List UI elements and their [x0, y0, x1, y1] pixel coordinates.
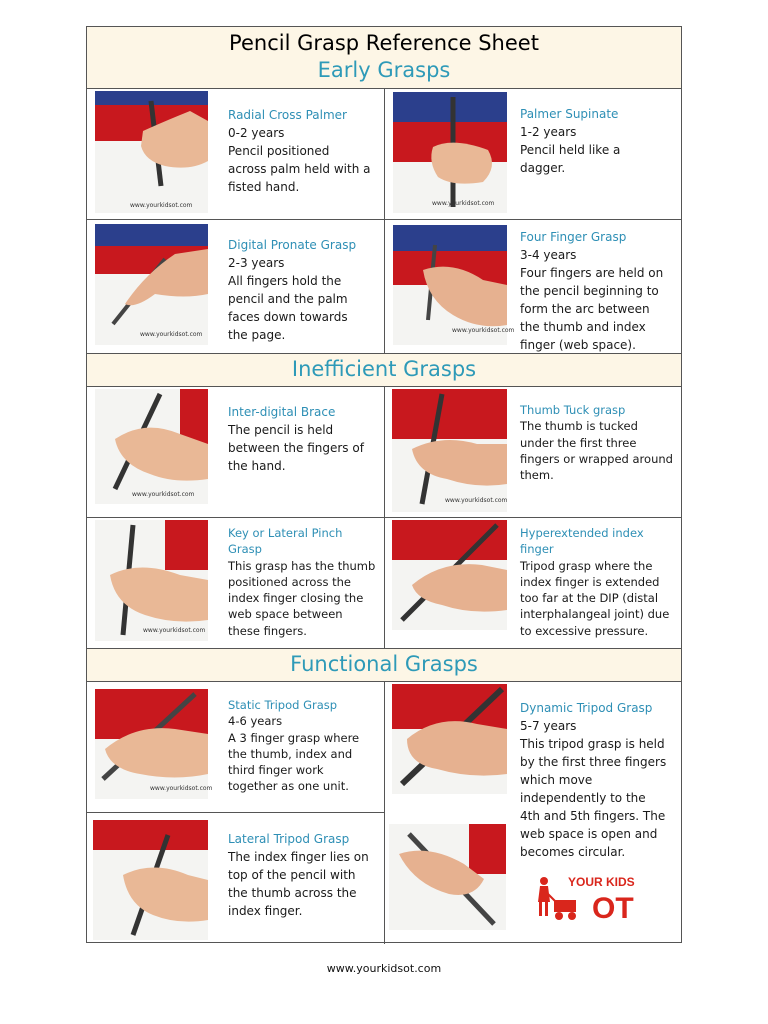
- grasp-desc-line: Pencil positioned: [228, 144, 330, 158]
- grasp-desc-line: independently to the: [520, 791, 646, 805]
- grasp-desc-line: the thumb and index: [520, 320, 646, 334]
- divider: [87, 517, 681, 518]
- section-title-functional: Functional Grasps: [290, 652, 478, 676]
- inter-digital-photo: [95, 389, 208, 504]
- grasp-desc-line: index finger.: [228, 904, 303, 918]
- digital-pronate-text: [228, 236, 378, 344]
- section-band-inefficient: [87, 353, 681, 387]
- grasp-desc-line: index finger closing the: [228, 591, 364, 606]
- digital-pronate-photo: [95, 224, 208, 345]
- page-title: Pencil Grasp Reference Sheet: [229, 31, 539, 55]
- grasp-desc-line: these fingers.: [228, 623, 307, 638]
- hyperextended-text: [520, 525, 678, 639]
- section-band-functional: [87, 648, 681, 682]
- lateral-tripod-text: [228, 830, 380, 920]
- grasp-desc-line: across palm held with a: [228, 162, 371, 176]
- grasp-name: finger: [520, 542, 554, 557]
- grasp-desc-line: fisted hand.: [228, 180, 300, 194]
- grasp-desc-line: the pencil beginning to: [520, 284, 659, 298]
- grasp-desc-line: A 3 finger grasp where: [228, 730, 360, 745]
- photo-watermark: www.yourkidsot.com: [452, 327, 515, 334]
- grasp-desc-line: by the first three fingers: [520, 755, 667, 769]
- grasp-desc-line: third finger work: [228, 763, 324, 778]
- grasp-desc-line: Tripod grasp where the: [520, 558, 653, 573]
- lateral-tripod-photo: [93, 820, 208, 940]
- grasp-desc-line: which move: [520, 773, 593, 787]
- palmer-supinate-photo: [393, 92, 507, 213]
- palmer-supinate-text: [520, 105, 678, 177]
- inter-digital-text: [228, 403, 378, 475]
- divider: [87, 812, 384, 813]
- grasp-desc-line: web space is open and: [520, 827, 658, 841]
- dynamic-tripod-text: [520, 699, 680, 861]
- divider: [384, 681, 385, 944]
- your-kids-ot-logo: [532, 872, 648, 924]
- grasp-desc-line: faces down towards: [228, 310, 348, 324]
- grasp-desc-line: too far at the DIP (distal: [520, 591, 659, 606]
- grasp-name: Dynamic Tripod Grasp: [520, 701, 653, 715]
- grasp-desc-line: This tripod grasp is held: [520, 737, 665, 751]
- grasp-name: Key or Lateral Pinch: [228, 526, 343, 540]
- grasp-desc-line: 2-3 years: [228, 256, 285, 270]
- grasp-name: Four Finger Grasp: [520, 230, 627, 244]
- grasp-desc-line: 1-2 years: [520, 125, 577, 139]
- logo-text-bottom: OT: [592, 892, 634, 924]
- section-title-early: Early Grasps: [317, 58, 451, 82]
- hyperextended-photo: [392, 520, 507, 630]
- grasp-name: Static Tripod Grasp: [228, 698, 338, 712]
- photo-watermark: www.yourkidsot.com: [150, 785, 213, 792]
- grasp-desc-line: fingers or wrapped around: [520, 451, 673, 466]
- grasp-desc-line: the hand.: [228, 459, 286, 473]
- thumb-tuck-photo: [392, 389, 507, 512]
- key-lateral-text: [228, 525, 380, 639]
- photo-watermark: www.yourkidsot.com: [432, 200, 495, 207]
- radial-cross-palmer-photo: [95, 91, 208, 213]
- grasp-desc-line: together as one unit.: [228, 779, 349, 794]
- radial-cross-palmer-text: [228, 106, 378, 196]
- grasp-name: Palmer Supinate: [520, 107, 619, 121]
- photo-watermark: www.yourkidsot.com: [132, 491, 195, 498]
- grasp-desc-line: 3-4 years: [520, 248, 577, 262]
- photo-watermark: www.yourkidsot.com: [130, 202, 193, 209]
- grasp-name: Inter-digital Brace: [228, 405, 336, 419]
- grasp-desc-line: 4th and 5th fingers. The: [520, 809, 666, 823]
- grasp-desc-line: 4-6 years: [228, 714, 283, 729]
- grasp-desc-line: top of the pencil with: [228, 868, 356, 882]
- grasp-desc-line: positioned across the: [228, 574, 351, 589]
- grasp-desc-line: between the fingers of: [228, 441, 364, 455]
- grasp-desc-line: The thumb is tucked: [520, 419, 638, 434]
- grasp-desc-line: The index finger lies on: [228, 850, 369, 864]
- grasp-desc-line: the thumb, index and: [228, 746, 353, 761]
- photo-watermark: www.yourkidsot.com: [445, 497, 508, 504]
- key-lateral-photo: [95, 520, 208, 641]
- grasp-name: Grasp: [228, 542, 262, 557]
- grasp-desc-line: under the first three: [520, 435, 637, 450]
- static-tripod-photo: [95, 689, 208, 799]
- grasp-desc-line: becomes circular.: [520, 845, 626, 859]
- grasp-desc-line: This grasp has the thumb: [228, 558, 376, 573]
- grasp-name: Thumb Tuck grasp: [520, 403, 626, 417]
- divider: [87, 219, 681, 220]
- grasp-name: Hyperextended index: [520, 526, 644, 540]
- divider: [384, 88, 385, 354]
- photo-watermark: www.yourkidsot.com: [140, 331, 203, 338]
- static-tripod-text: [228, 697, 380, 795]
- grasp-desc-line: to excessive pressure.: [520, 623, 649, 638]
- title-band: [87, 27, 681, 89]
- grasp-name: Lateral Tripod Grasp: [228, 832, 350, 846]
- grasp-desc-line: interphalangeal joint) due: [520, 607, 670, 622]
- grasp-desc-line: web space between: [228, 607, 343, 622]
- grasp-desc-line: Four fingers are held on: [520, 266, 664, 280]
- grasp-desc-line: All fingers hold the: [228, 274, 342, 288]
- grasp-desc-line: them.: [520, 468, 554, 483]
- grasp-desc-line: form the arc between: [520, 302, 650, 316]
- grasp-desc-line: Pencil held like a: [520, 143, 621, 157]
- grasp-desc-line: the page.: [228, 328, 286, 342]
- grasp-desc-line: dagger.: [520, 161, 566, 175]
- grasp-desc-line: finger (web space).: [520, 338, 636, 352]
- section-title-inefficient: Inefficient Grasps: [291, 357, 477, 381]
- grasp-name: Radial Cross Palmer: [228, 108, 347, 122]
- footer-url: www.yourkidsot.com: [326, 962, 442, 975]
- dynamic-tripod-closeup-photo: [389, 824, 506, 930]
- dynamic-tripod-photo: [392, 684, 507, 794]
- grasp-desc-line: pencil and the palm: [228, 292, 348, 306]
- grasp-desc-line: the thumb across the: [228, 886, 357, 900]
- thumb-tuck-text: [520, 402, 678, 483]
- photo-watermark: www.yourkidsot.com: [143, 627, 206, 634]
- grasp-desc-line: 0-2 years: [228, 126, 285, 140]
- grasp-name: Digital Pronate Grasp: [228, 238, 357, 252]
- grasp-desc-line: The pencil is held: [228, 423, 334, 437]
- logo-text-top: YOUR KIDS: [568, 875, 635, 889]
- four-finger-text: [520, 228, 680, 354]
- grasp-desc-line: 5-7 years: [520, 719, 577, 733]
- grasp-desc-line: index finger is extended: [520, 574, 660, 589]
